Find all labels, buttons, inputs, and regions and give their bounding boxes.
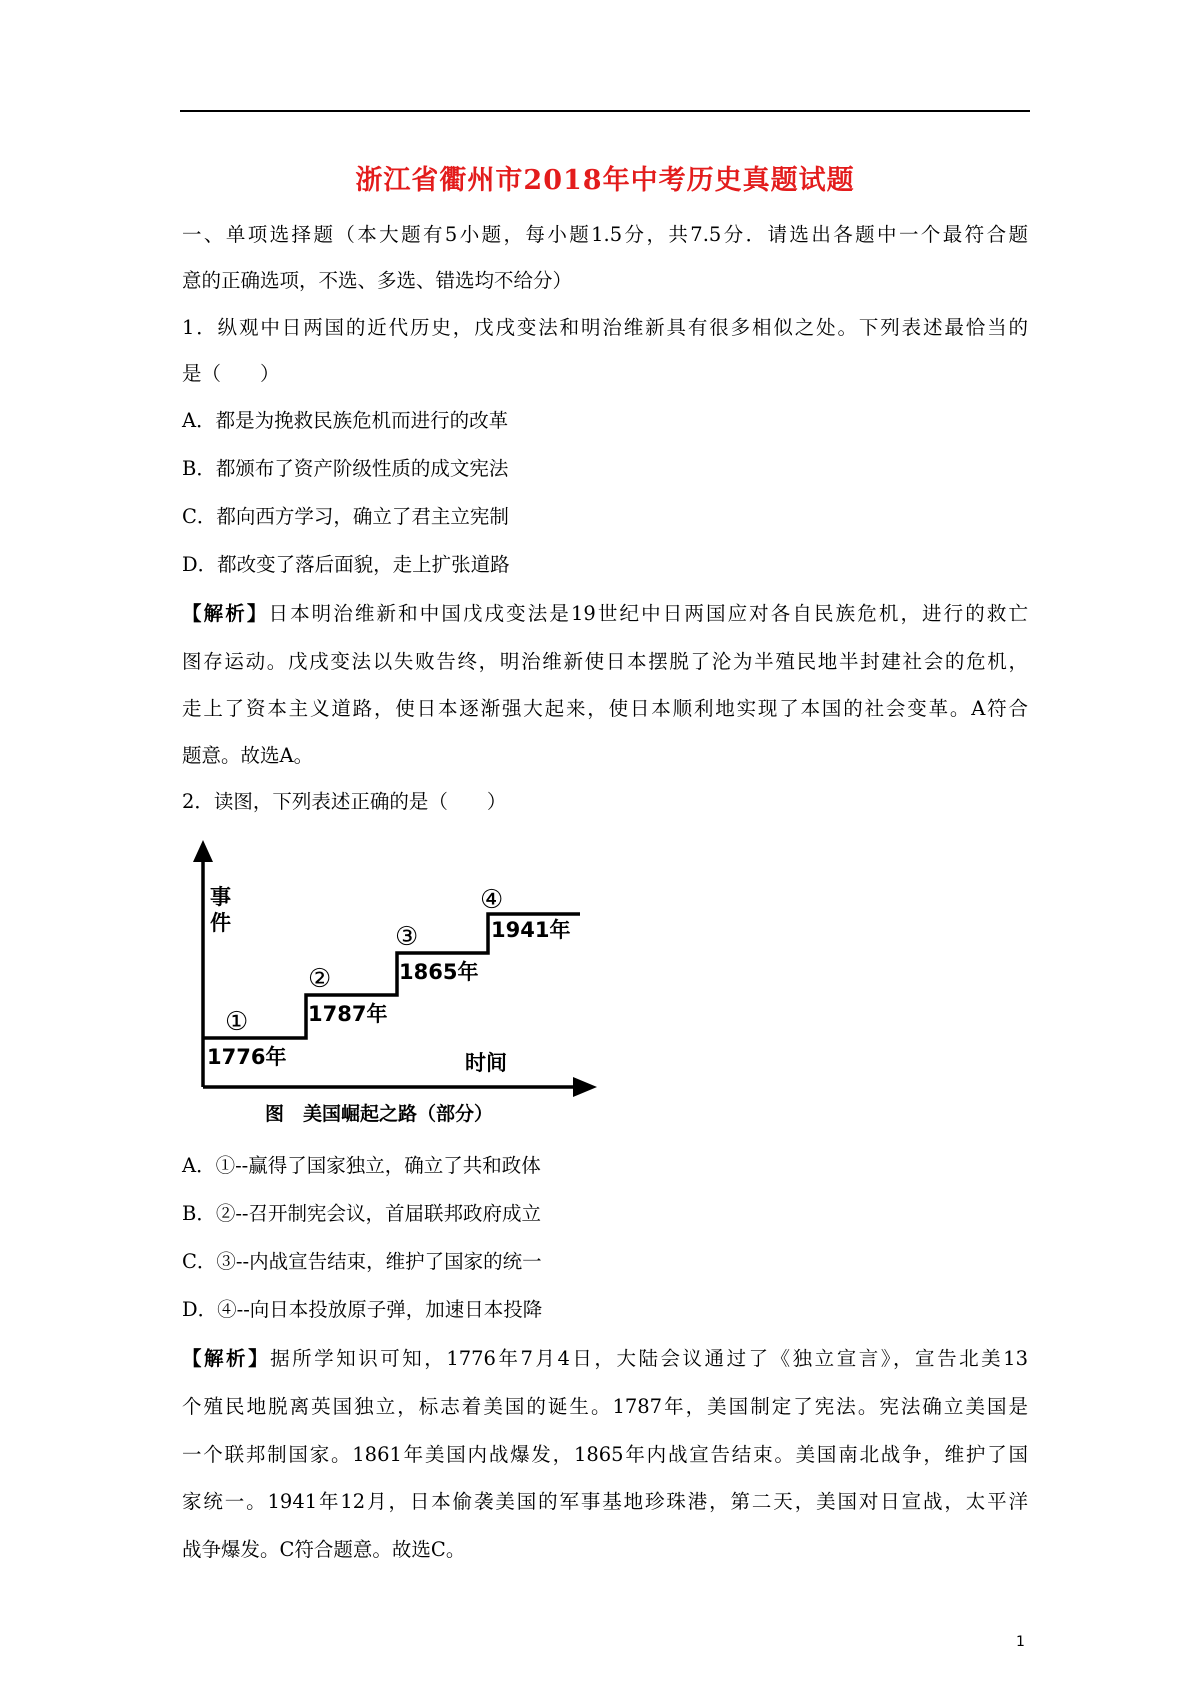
y-axis-label-1: 事 (210, 885, 231, 909)
page-number: 1 (1016, 1634, 1025, 1650)
q2-analysis-line-3: 一个联邦制国家。1861年美国内战爆发，1865年内战宣告结束。美国南北战争，维护了国 (182, 1443, 1028, 1466)
step-year-3: 1865年 (399, 960, 479, 984)
header-rule (180, 110, 1030, 112)
figure-caption: 图 美国崛起之路（部分） (265, 1103, 494, 1125)
q2-stem: 2．读图，下列表述正确的是（ ） (182, 790, 507, 813)
q2-option-a: A．①--赢得了国家独立，确立了共和政体 (182, 1154, 541, 1177)
page-title: 浙江省衢州市2018年中考历史真题试题 (355, 165, 855, 196)
q2-analysis-tag: 【解析】 (182, 1347, 271, 1370)
step-marker-1: ① (225, 1007, 249, 1037)
q1-option-d: D．都改变了落后面貌，走上扩张道路 (182, 553, 510, 576)
q1-stem-line-1: 1．纵观中日两国的近代历史，戊戌变法和明治维新具有很多相似之处。下列表述最恰当的 (182, 316, 1028, 339)
step-marker-3: ③ (395, 922, 419, 952)
q1-analysis-line-4: 题意。故选A。 (182, 744, 314, 767)
section-heading-line-1: 一、单项选择题（本大题有5小题，每小题1.5分，共7.5分．请选出各题中一个最符合题 (182, 223, 1028, 246)
step-year-1: 1776年 (207, 1045, 287, 1069)
q1-option-b: B．都颁布了资产阶级性质的成文宪法 (182, 457, 509, 480)
timeline-figure (185, 834, 615, 1136)
step-marker-4: ④ (480, 885, 504, 915)
q2-analysis-line-5: 战争爆发。C符合题意。故选C。 (182, 1538, 466, 1561)
q1-analysis-line-3: 走上了资本主义道路，使日本逐渐强大起来，使日本顺利地实现了本国的社会变革。A符合 (182, 697, 1028, 720)
step-marker-2: ② (308, 964, 332, 994)
y-axis-label-2: 件 (210, 911, 231, 935)
q1-analysis-line-1: 【解析】日本明治维新和中国戊戌变法是19世纪中日两国应对各自民族危机，进行的救亡 (182, 602, 1028, 625)
q1-option-c: C．都向西方学习，确立了君主立宪制 (182, 505, 509, 528)
section-heading-line-2: 意的正确选项，不选、多选、错选均不给分） (182, 269, 573, 292)
step-year-2: 1787年 (308, 1002, 388, 1026)
q2-option-d: D．④--向日本投放原子弹，加速日本投降 (182, 1298, 543, 1321)
q1-option-a: A．都是为挽救民族危机而进行的改革 (182, 409, 509, 432)
q2-option-b: B．②--召开制宪会议，首届联邦政府成立 (182, 1202, 542, 1225)
q2-analysis-line-4: 家统一。1941年12月，日本偷袭美国的军事基地珍珠港，第二天，美国对日宣战，太平洋 (182, 1490, 1028, 1513)
q1-analysis-line-2: 图存运动。戊戌变法以失败告终，明治维新使日本摆脱了沦为半殖民地半封建社会的危机， (182, 650, 1028, 673)
q2-analysis-line-1: 【解析】据所学知识可知，1776年7月4日，大陆会议通过了《独立宣言》，宣告北美13 (182, 1347, 1028, 1370)
q2-analysis-line-2: 个殖民地脱离英国独立，标志着美国的诞生。1787年，美国制定了宪法。宪法确立美国是 (182, 1395, 1028, 1418)
q2-option-c: C．③--内战宣告结束，维护了国家的统一 (182, 1250, 542, 1273)
step-year-4: 1941年 (491, 918, 571, 942)
q1-analysis-tag: 【解析】 (182, 602, 269, 625)
x-axis-label: 时间 (465, 1051, 507, 1075)
q1-stem-line-2: 是（ ） (182, 362, 280, 385)
